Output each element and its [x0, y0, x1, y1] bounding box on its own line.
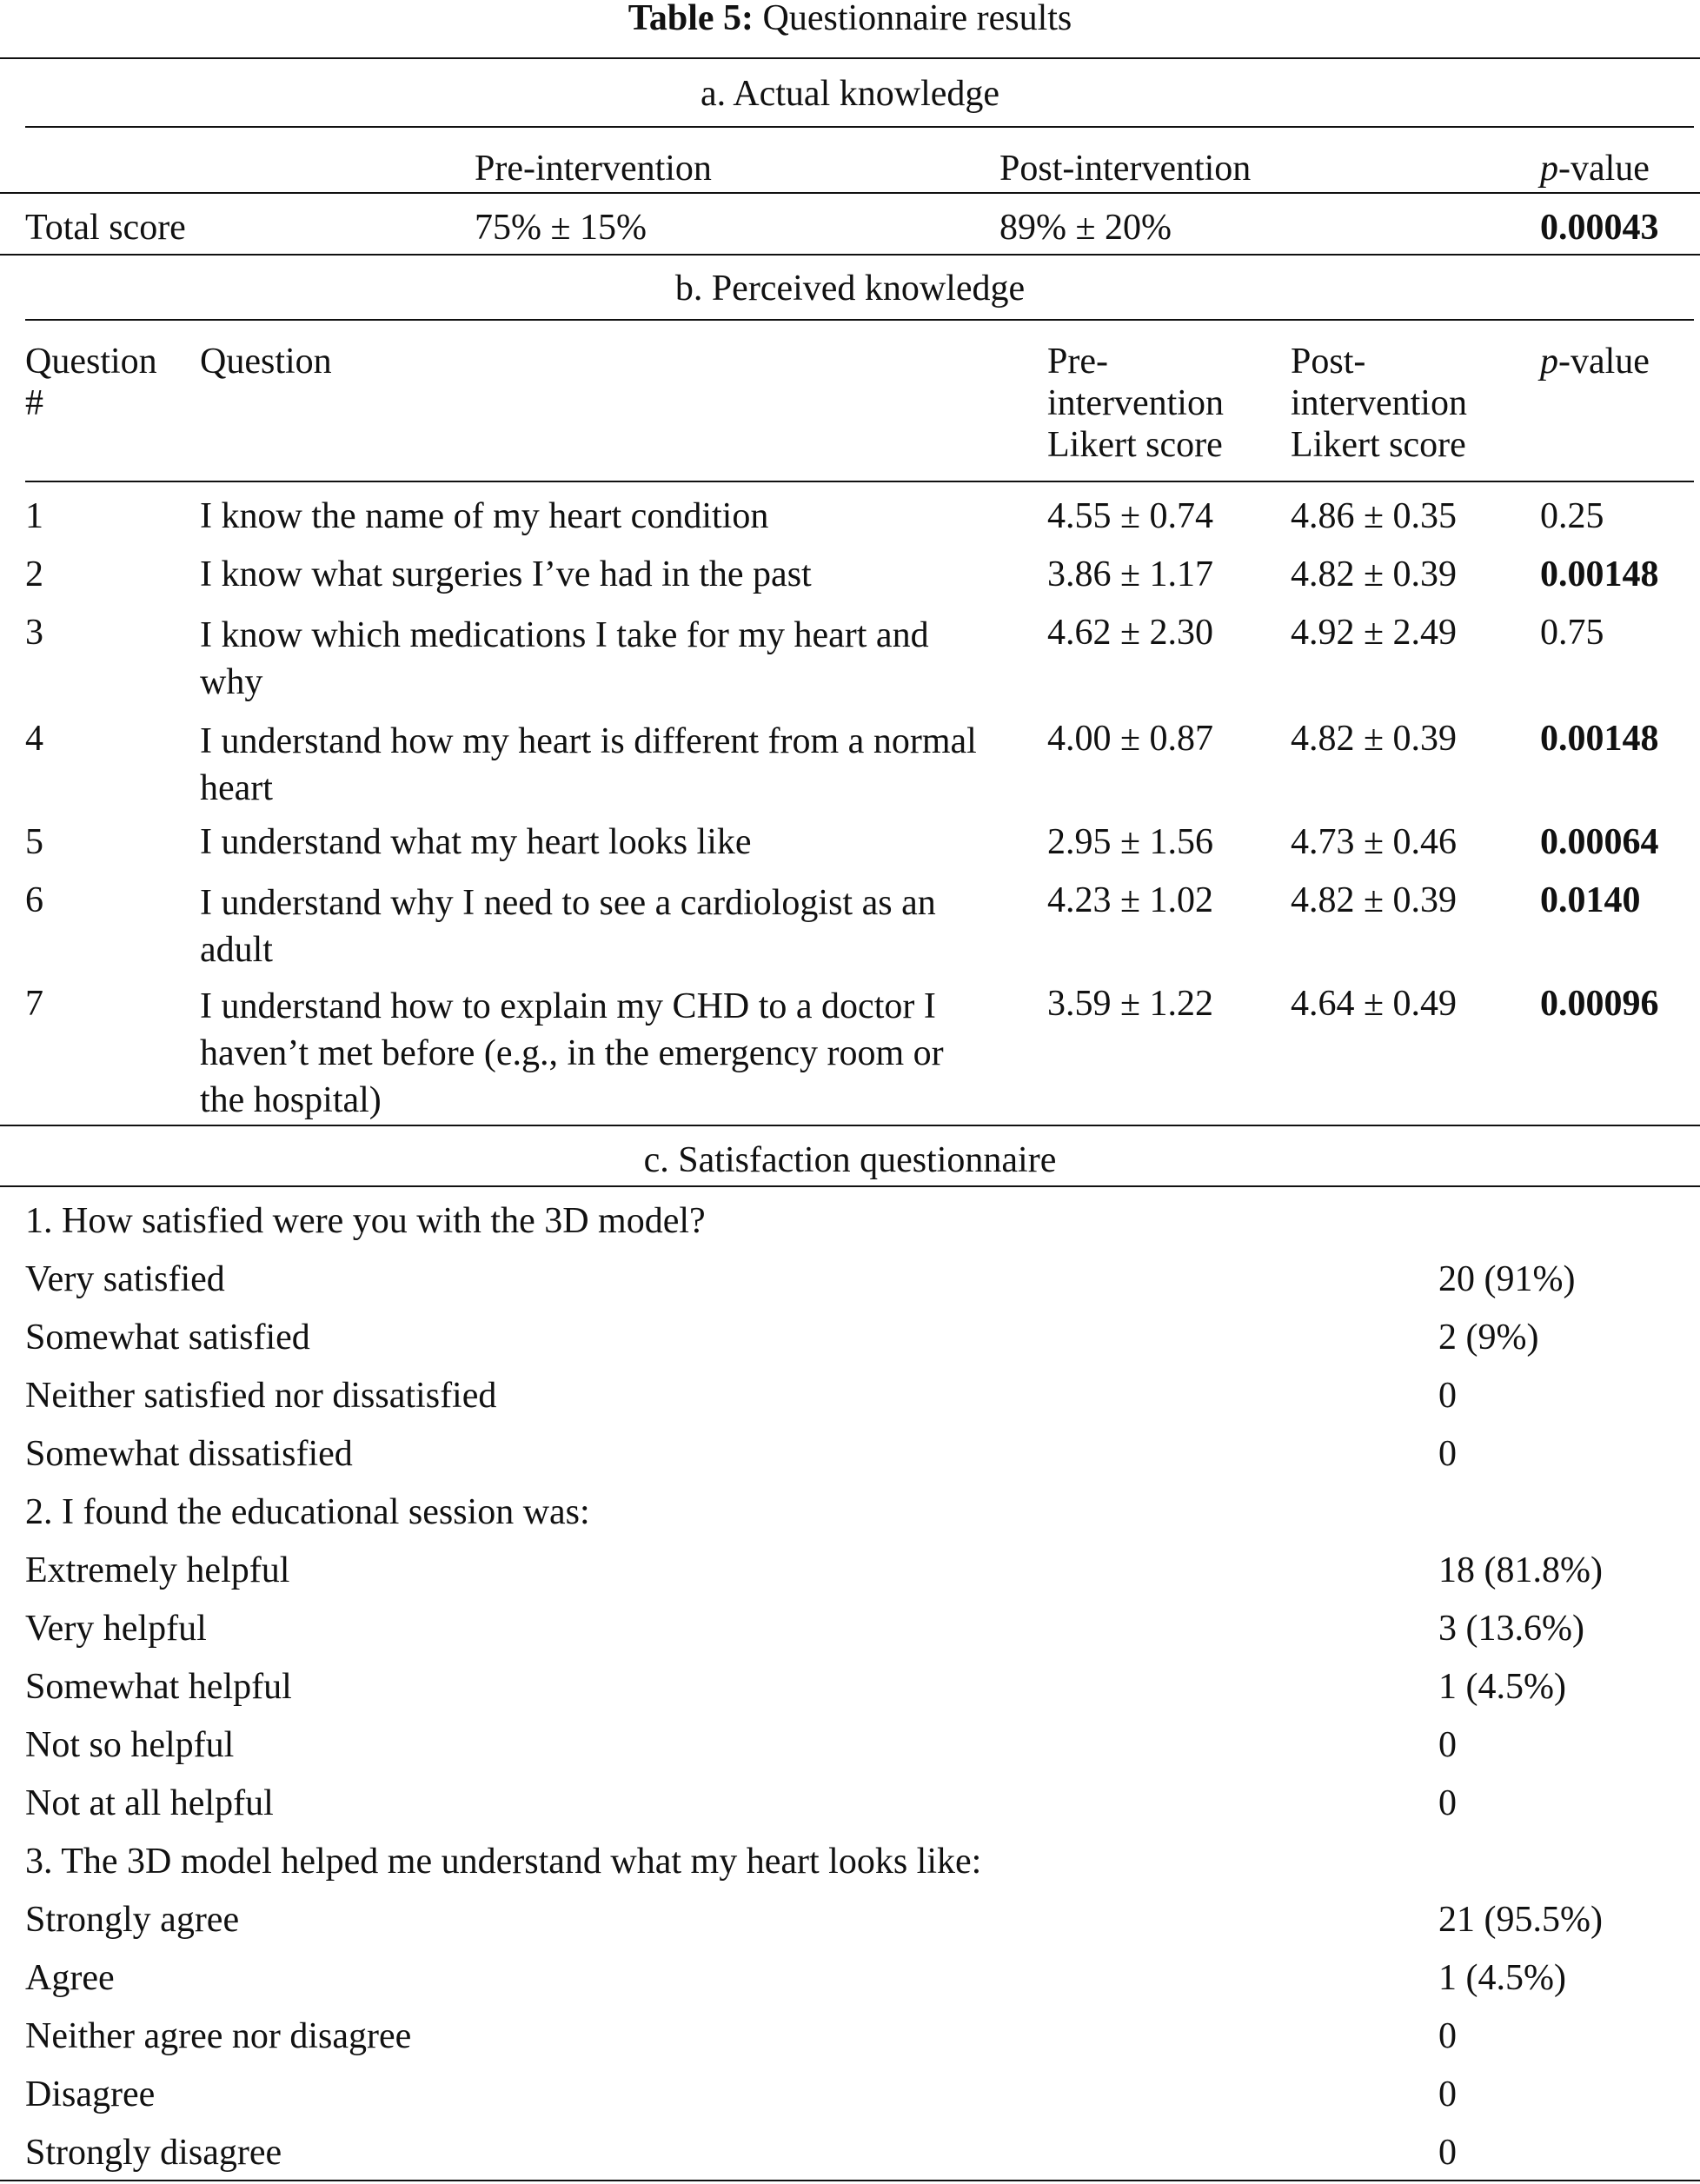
row-post: 4.82 ± 0.39 [1291, 719, 1458, 759]
option-label: Very helpful [25, 1609, 207, 1649]
satisfaction-question-1: 1. How satisfied were you with the 3D model? [25, 1201, 706, 1241]
row-post: 4.82 ± 0.39 [1291, 880, 1458, 920]
satisfaction-question-2: 2. I found the educational session was: [25, 1492, 590, 1532]
option-label: Somewhat dissatisfied [25, 1434, 353, 1474]
row-question: I know which medications I take for my heart and why [200, 615, 929, 702]
total-score-pvalue: 0.00043 [1540, 208, 1659, 248]
col-header-post: Post-intervention [999, 149, 1252, 189]
section-c-heading: c. Satisfaction questionnaire [643, 1140, 1057, 1180]
row-pre: 3.86 ± 1.17 [1047, 554, 1214, 594]
col-header-pvalue: p-value [1540, 149, 1650, 189]
satisfaction-question-3: 3. The 3D model helped me understand what my heart looks like: [25, 1842, 982, 1882]
option-label: Neither satisfied nor dissatisfied [25, 1376, 497, 1416]
option-value: 20 (91%) [1438, 1259, 1576, 1299]
row-pvalue: 0.00148 [1540, 554, 1659, 594]
option-label: Somewhat satisfied [25, 1318, 310, 1358]
option-label: Strongly disagree [25, 2133, 282, 2173]
row-pre: 2.95 ± 1.56 [1047, 822, 1214, 862]
option-value: 0 [1438, 1725, 1457, 1765]
option-label: Strongly agree [25, 1900, 240, 1940]
option-value: 0 [1438, 1376, 1457, 1416]
header-question-number: Question # [25, 342, 157, 423]
row-pvalue: 0.75 [1540, 613, 1604, 653]
row-number: 3 [25, 613, 43, 653]
rule-a-header [0, 192, 1700, 194]
table-title [0, 0, 1700, 39]
row-post: 4.73 ± 0.46 [1291, 822, 1458, 862]
total-score-post: 89% ± 20% [999, 208, 1172, 248]
header-pvalue: p-value [1540, 342, 1650, 382]
row-number: 2 [25, 554, 43, 594]
row-question: I understand how to explain my CHD to a doctor I haven’t met before (e.g., in the emergency room or the hospital) [200, 986, 944, 1120]
col-header-pre: Pre-intervention [475, 149, 712, 189]
row-number: 4 [25, 719, 43, 759]
option-value: 3 (13.6%) [1438, 1609, 1584, 1649]
option-value: 0 [1438, 2133, 1457, 2173]
option-label: Disagree [25, 2074, 156, 2114]
rule-a-bottom [0, 254, 1700, 256]
row-pre: 4.00 ± 0.87 [1047, 719, 1214, 759]
row-question: I understand how my heart is different from a normal heart [200, 721, 977, 808]
row-pvalue: 0.00096 [1540, 984, 1659, 1024]
row-post: 4.92 ± 2.49 [1291, 613, 1458, 653]
row-post: 4.82 ± 0.39 [1291, 554, 1458, 594]
option-value: 2 (9%) [1438, 1318, 1539, 1358]
row-question: I know what surgeries I’ve had in the past [200, 554, 812, 594]
section-b-heading: b. Perceived knowledge [674, 269, 1026, 309]
row-pvalue: 0.0140 [1540, 880, 1641, 920]
row-number: 1 [25, 496, 43, 536]
rule-b-heading [25, 319, 1694, 321]
header-pre-likert: Pre- intervention Likert score [1047, 342, 1224, 465]
row-question: I know the name of my heart condition [200, 496, 769, 536]
row-question: I understand what my heart looks like [200, 822, 752, 862]
row-pre: 4.23 ± 1.02 [1047, 880, 1214, 920]
section-a-heading: a. Actual knowledge [700, 74, 1000, 114]
option-label: Extremely helpful [25, 1550, 290, 1590]
row-pre: 3.59 ± 1.22 [1047, 984, 1214, 1024]
row-number: 6 [25, 880, 43, 920]
option-value: 18 (81.8%) [1438, 1550, 1603, 1590]
option-label: Agree [25, 1958, 115, 1998]
rule-top [0, 57, 1700, 59]
option-value: 0 [1438, 1434, 1457, 1474]
rule-a-heading [25, 126, 1694, 128]
option-label: Not at all helpful [25, 1783, 274, 1823]
row-pvalue: 0.00148 [1540, 719, 1659, 759]
row-post: 4.64 ± 0.49 [1291, 984, 1458, 1024]
option-value: 1 (4.5%) [1438, 1667, 1566, 1707]
rule-c-heading [0, 1185, 1700, 1187]
table-caption: Questionnaire results [762, 0, 1072, 38]
option-value: 0 [1438, 2016, 1457, 2056]
option-label: Not so helpful [25, 1725, 235, 1765]
option-label: Very satisfied [25, 1259, 225, 1299]
rule-bottom [0, 2180, 1700, 2181]
option-label: Somewhat helpful [25, 1667, 292, 1707]
option-value: 0 [1438, 2074, 1457, 2114]
option-value: 0 [1438, 1783, 1457, 1823]
row-number: 7 [25, 984, 43, 1024]
total-score-pre: 75% ± 15% [475, 208, 647, 248]
row-pre: 4.62 ± 2.30 [1047, 613, 1214, 653]
total-score-label: Total score [25, 208, 186, 248]
row-pvalue: 0.00064 [1540, 822, 1659, 862]
option-value: 21 (95.5%) [1438, 1900, 1603, 1940]
rule-b-bottom [0, 1125, 1700, 1126]
rule-b-header [25, 481, 1694, 482]
header-post-likert: Post- intervention Likert score [1291, 342, 1467, 465]
row-question: I understand why I need to see a cardiologist as an adult [200, 883, 936, 970]
table-label: Table 5: [628, 0, 754, 38]
header-question: Question [200, 342, 332, 382]
option-label: Neither agree nor disagree [25, 2016, 412, 2056]
row-pre: 4.55 ± 0.74 [1047, 496, 1214, 536]
row-pvalue: 0.25 [1540, 496, 1604, 536]
option-value: 1 (4.5%) [1438, 1958, 1566, 1998]
row-number: 5 [25, 822, 43, 862]
row-post: 4.86 ± 0.35 [1291, 496, 1458, 536]
